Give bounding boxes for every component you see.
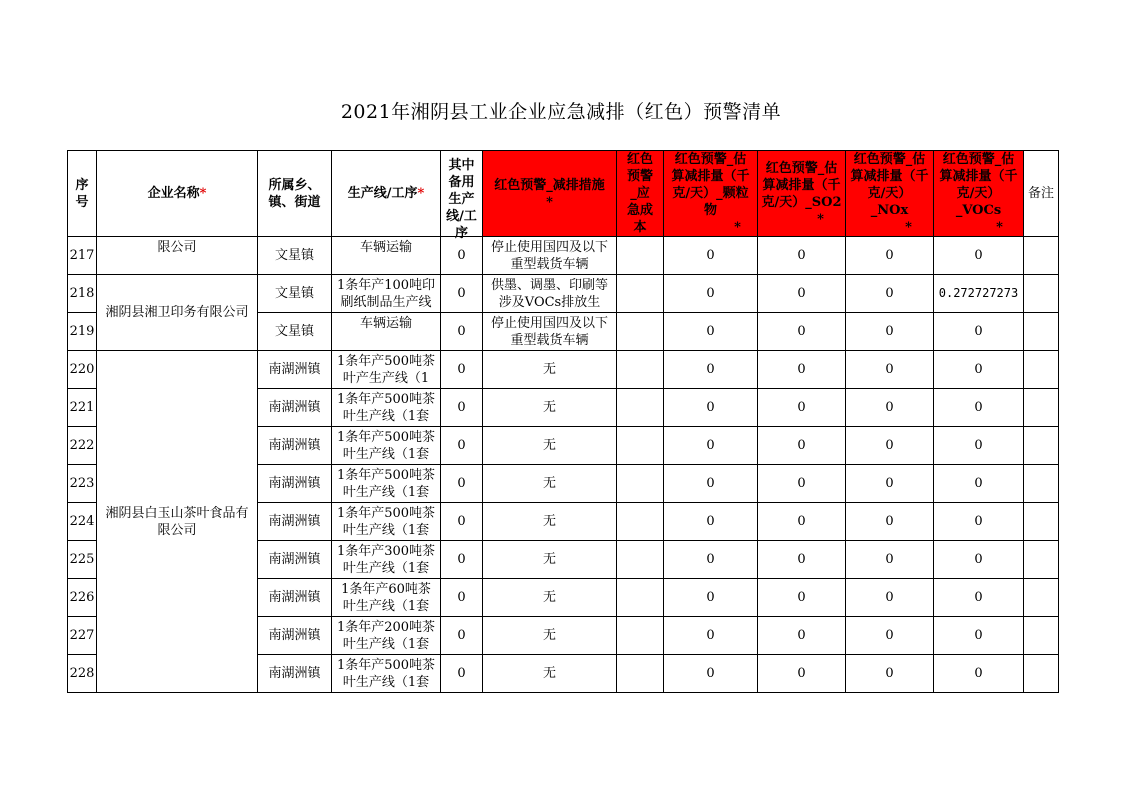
cell-vocs: 0 xyxy=(934,579,1024,617)
cell-so2: 0 xyxy=(758,237,846,275)
cell-remark xyxy=(1024,541,1059,579)
cell-measure: 无 xyxy=(483,465,617,503)
required-star: * xyxy=(546,194,553,210)
cell-cost xyxy=(617,351,664,389)
header-town: 所属乡、镇、街道 xyxy=(258,151,332,237)
cell-company: 湘阴县白玉山茶叶食品有限公司 xyxy=(97,351,258,693)
cell-line: 车辆运输 xyxy=(332,313,441,351)
cell-backup: 0 xyxy=(441,503,483,541)
cell-cost xyxy=(617,275,664,313)
table-row xyxy=(68,351,1059,389)
cell-remark xyxy=(1024,503,1059,541)
cell-cost xyxy=(617,541,664,579)
cell-measure: 无 xyxy=(483,541,617,579)
cell-pm: 0 xyxy=(664,313,758,351)
cell-so2: 0 xyxy=(758,351,846,389)
cell-backup: 0 xyxy=(441,655,483,693)
cell-line: 1条年产60吨茶叶生产线（1套 xyxy=(332,579,441,617)
cell-town: 南湖洲镇 xyxy=(258,541,332,579)
cell-line: 1条年产500吨茶叶生产线（1套 xyxy=(332,389,441,427)
cell-seq: 223 xyxy=(68,465,97,503)
cell-remark xyxy=(1024,655,1059,693)
cell-pm: 0 xyxy=(664,427,758,465)
header-line: 生产线/工序* xyxy=(332,151,441,237)
cell-cost xyxy=(617,617,664,655)
cell-backup: 0 xyxy=(441,579,483,617)
cell-nox: 0 xyxy=(846,237,934,275)
cell-town: 南湖洲镇 xyxy=(258,389,332,427)
cell-seq: 228 xyxy=(68,655,97,693)
cell-remark xyxy=(1024,579,1059,617)
cell-seq: 219 xyxy=(68,313,97,351)
cell-remark xyxy=(1024,275,1059,313)
cell-town: 文星镇 xyxy=(258,237,332,275)
cell-backup: 0 xyxy=(441,389,483,427)
header-row xyxy=(68,151,1059,237)
cell-remark xyxy=(1024,351,1059,389)
cell-measure: 无 xyxy=(483,579,617,617)
cell-town: 南湖洲镇 xyxy=(258,617,332,655)
cell-company: 限公司 xyxy=(97,237,258,275)
cell-backup: 0 xyxy=(441,237,483,275)
cell-backup: 0 xyxy=(441,465,483,503)
cell-nox: 0 xyxy=(846,503,934,541)
cell-backup: 0 xyxy=(441,617,483,655)
cell-line: 1条年产300吨茶叶生产线（1套 xyxy=(332,541,441,579)
header-company: 企业名称* xyxy=(97,151,258,237)
cell-town: 南湖洲镇 xyxy=(258,427,332,465)
cell-measure: 无 xyxy=(483,389,617,427)
header-backup: 其中备用生产线/工序 xyxy=(441,151,483,237)
cell-remark xyxy=(1024,427,1059,465)
cell-line: 车辆运输 xyxy=(332,237,441,275)
required-star: * xyxy=(996,220,1003,235)
cell-so2: 0 xyxy=(758,503,846,541)
cell-pm: 0 xyxy=(664,465,758,503)
cell-so2: 0 xyxy=(758,427,846,465)
required-star: * xyxy=(817,211,824,227)
cell-seq: 218 xyxy=(68,275,97,313)
cell-town: 南湖洲镇 xyxy=(258,351,332,389)
cell-pm: 0 xyxy=(664,579,758,617)
header-measure: 红色预警_减排措施 * xyxy=(483,151,617,237)
cell-nox: 0 xyxy=(846,275,934,313)
cell-line: 1条年产200吨茶叶生产线（1套 xyxy=(332,617,441,655)
header-pm: 红色预警_估算减排量（千克/天）_颗粒物 * xyxy=(664,151,758,237)
required-star: * xyxy=(905,220,912,235)
cell-cost xyxy=(617,237,664,275)
required-star: * xyxy=(734,220,741,235)
cell-so2: 0 xyxy=(758,465,846,503)
cell-cost xyxy=(617,465,664,503)
cell-town: 南湖洲镇 xyxy=(258,655,332,693)
cell-line: 1条年产500吨茶叶生产线（1套 xyxy=(332,465,441,503)
cell-pm: 0 xyxy=(664,617,758,655)
cell-cost xyxy=(617,427,664,465)
cell-pm: 0 xyxy=(664,655,758,693)
cell-remark xyxy=(1024,237,1059,275)
cell-measure: 无 xyxy=(483,655,617,693)
cell-backup: 0 xyxy=(441,351,483,389)
cell-nox: 0 xyxy=(846,351,934,389)
cell-remark xyxy=(1024,389,1059,427)
cell-nox: 0 xyxy=(846,389,934,427)
cell-vocs: 0 xyxy=(934,237,1024,275)
cell-so2: 0 xyxy=(758,655,846,693)
header-cost: 红色预警_应急成本 xyxy=(617,151,664,237)
cell-cost xyxy=(617,579,664,617)
cell-pm: 0 xyxy=(664,275,758,313)
cell-backup: 0 xyxy=(441,541,483,579)
cell-nox: 0 xyxy=(846,617,934,655)
cell-pm: 0 xyxy=(664,351,758,389)
cell-nox: 0 xyxy=(846,579,934,617)
cell-nox: 0 xyxy=(846,313,934,351)
cell-vocs: 0 xyxy=(934,313,1024,351)
warning-table xyxy=(67,150,1059,693)
cell-measure: 无 xyxy=(483,617,617,655)
cell-cost xyxy=(617,655,664,693)
cell-backup: 0 xyxy=(441,313,483,351)
cell-vocs: 0.272727273 xyxy=(934,275,1024,313)
cell-seq: 225 xyxy=(68,541,97,579)
cell-measure: 无 xyxy=(483,503,617,541)
cell-town: 南湖洲镇 xyxy=(258,465,332,503)
cell-nox: 0 xyxy=(846,541,934,579)
cell-company: 湘阴县湘卫印务有限公司 xyxy=(97,275,258,351)
cell-pm: 0 xyxy=(664,389,758,427)
cell-measure: 无 xyxy=(483,351,617,389)
cell-backup: 0 xyxy=(441,275,483,313)
cell-cost xyxy=(617,389,664,427)
header-remark: 备注 xyxy=(1024,151,1059,237)
cell-pm: 0 xyxy=(664,541,758,579)
cell-town: 文星镇 xyxy=(258,313,332,351)
cell-vocs: 0 xyxy=(934,541,1024,579)
cell-backup: 0 xyxy=(441,427,483,465)
cell-nox: 0 xyxy=(846,655,934,693)
cell-so2: 0 xyxy=(758,313,846,351)
header-so2: 红色预警_估算减排量（千克/天）_SO2 * xyxy=(758,151,846,237)
page-title: 2021年湘阴县工业企业应急减排（红色）预警清单 xyxy=(340,101,782,123)
cell-remark xyxy=(1024,313,1059,351)
table-row xyxy=(68,237,1059,275)
cell-seq: 221 xyxy=(68,389,97,427)
required-star: * xyxy=(417,186,425,201)
cell-so2: 0 xyxy=(758,389,846,427)
cell-vocs: 0 xyxy=(934,427,1024,465)
cell-so2: 0 xyxy=(758,275,846,313)
cell-seq: 224 xyxy=(68,503,97,541)
cell-cost xyxy=(617,503,664,541)
cell-seq: 222 xyxy=(68,427,97,465)
cell-seq: 217 xyxy=(68,237,97,275)
cell-seq: 220 xyxy=(68,351,97,389)
cell-so2: 0 xyxy=(758,541,846,579)
cell-line: 1条年产500吨茶叶生产线（1套 xyxy=(332,503,441,541)
cell-vocs: 0 xyxy=(934,655,1024,693)
cell-line: 1条年产100吨印刷纸制品生产线 xyxy=(332,275,441,313)
cell-vocs: 0 xyxy=(934,389,1024,427)
cell-vocs: 0 xyxy=(934,351,1024,389)
cell-vocs: 0 xyxy=(934,465,1024,503)
table-row xyxy=(68,275,1059,313)
header-nox: 红色预警_估算减排量（千克/天）_NOx * xyxy=(846,151,934,237)
cell-vocs: 0 xyxy=(934,503,1024,541)
cell-remark xyxy=(1024,617,1059,655)
cell-so2: 0 xyxy=(758,617,846,655)
cell-line: 1条年产500吨茶叶生产线（1套 xyxy=(332,427,441,465)
cell-vocs: 0 xyxy=(934,617,1024,655)
header-seq: 序号 xyxy=(68,151,97,237)
cell-measure: 停止使用国四及以下重型载货车辆 xyxy=(483,313,617,351)
cell-cost xyxy=(617,313,664,351)
cell-remark xyxy=(1024,465,1059,503)
required-star: * xyxy=(199,186,207,201)
cell-nox: 0 xyxy=(846,465,934,503)
cell-seq: 226 xyxy=(68,579,97,617)
cell-pm: 0 xyxy=(664,237,758,275)
cell-pm: 0 xyxy=(664,503,758,541)
cell-town: 南湖洲镇 xyxy=(258,503,332,541)
header-vocs: 红色预警_估算减排量（千克/天）_VOCs * xyxy=(934,151,1024,237)
cell-so2: 0 xyxy=(758,579,846,617)
cell-line: 1条年产500吨茶叶产生产线（1 xyxy=(332,351,441,389)
cell-line: 1条年产500吨茶叶生产线（1套 xyxy=(332,655,441,693)
cell-measure: 供墨、调墨、印刷等涉及VOCs排放生 xyxy=(483,275,617,313)
cell-measure: 无 xyxy=(483,427,617,465)
cell-town: 南湖洲镇 xyxy=(258,579,332,617)
cell-town: 文星镇 xyxy=(258,275,332,313)
cell-nox: 0 xyxy=(846,427,934,465)
cell-measure: 停止使用国四及以下重型载货车辆 xyxy=(483,237,617,275)
cell-seq: 227 xyxy=(68,617,97,655)
